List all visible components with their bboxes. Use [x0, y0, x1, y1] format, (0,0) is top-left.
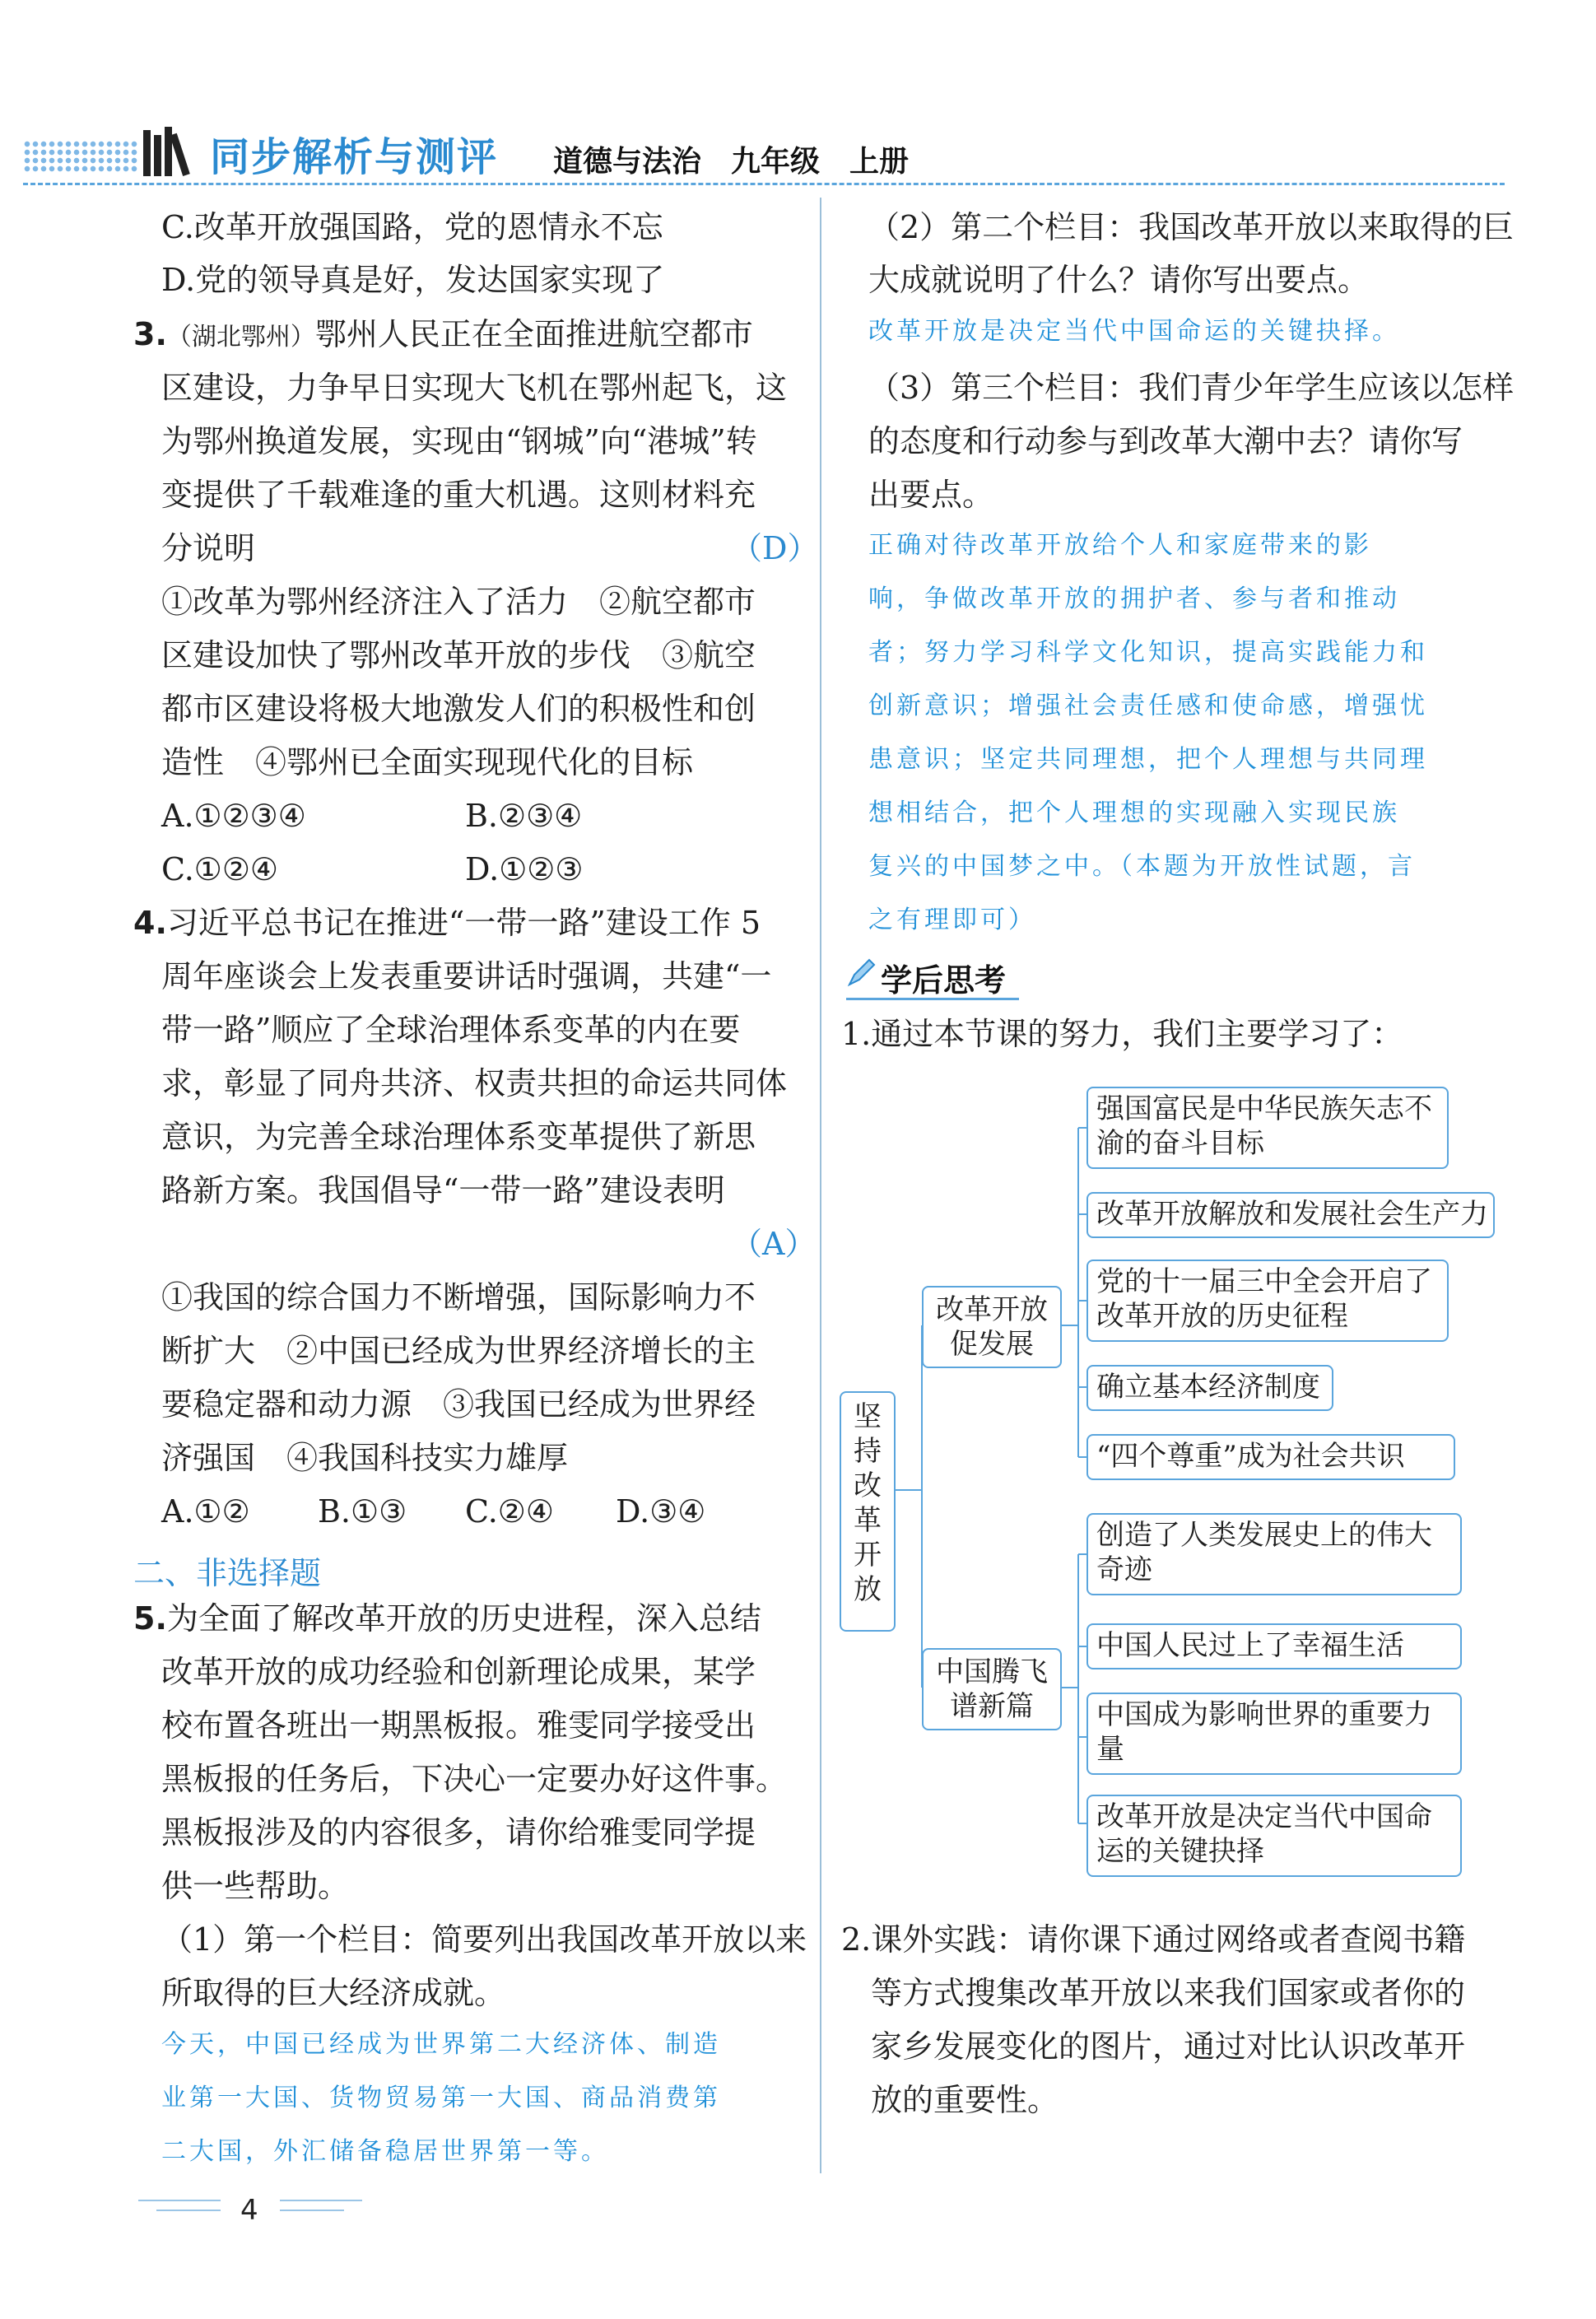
- q5-sub1-line-2: 所取得的巨大经济成就。: [161, 1975, 506, 2011]
- header-dots-decoration: [23, 140, 138, 173]
- header-brand: 同步解析与测评: [210, 134, 499, 180]
- q5-text-4: 黑板报的任务后，下决心一定要办好这件事。: [161, 1761, 788, 1797]
- q5-ans3-line-2: 响，争做改革开放的拥护者、参与者和推动: [868, 584, 1400, 613]
- q3-number: 3.: [133, 316, 167, 352]
- q5-ans3-line-3: 者；努力学习科学文化知识，提高实践能力和: [868, 638, 1428, 667]
- q5-sub2-line-2: 大成就说明了什么？请你写出要点。: [868, 262, 1370, 298]
- mindmap-leaf: 中国成为影响世界的重要力 量: [1086, 1693, 1462, 1775]
- q3-stmt-2: 区建设加快了鄂州改革开放的步伐 ③航空: [161, 637, 756, 673]
- mindmap-root: [840, 1391, 896, 1632]
- q5-text-5: 黑板报涉及的内容很多，请你给雅雯同学提: [161, 1814, 756, 1851]
- section-heading: 二、非选择题: [133, 1555, 322, 1591]
- q3-stmt-1: ①改革为鄂州经济注入了活力 ②航空都市: [161, 584, 756, 620]
- q3-text-3: 为鄂州换道发展，实现由“钢城”向“港城”转: [161, 423, 757, 459]
- mindmap-leaf: “四个尊重”成为社会共识: [1086, 1434, 1455, 1480]
- q5-text-6: 供一些帮助。: [161, 1868, 350, 1904]
- q3-answer: （D）: [731, 530, 819, 566]
- q4-text-3: 带一路”顺应了全球治理体系变革的内在要: [161, 1012, 741, 1048]
- q5-number: 5.: [133, 1600, 167, 1637]
- practice-line-4: 放的重要性。: [871, 2082, 1059, 2118]
- root-char: 持: [854, 1435, 882, 1468]
- q5-sub3-line-1: （3）第三个栏目：我们青少年学生应该以怎样: [868, 370, 1515, 406]
- q4-text-1: 习近平总书记在推进“一带一路”建设工作 5: [166, 905, 761, 941]
- q5-sub1-line-1: （1）第一个栏目：简要列出我国改革开放以来: [161, 1921, 807, 1958]
- page-number: 4: [240, 2194, 258, 2227]
- q5-ans3-line-5: 患意识；坚定共同理想，把个人理想与共同理: [868, 745, 1428, 774]
- q3-stmt-3: 都市区建设将极大地激发人们的积极性和创: [161, 691, 756, 727]
- root-char: 改: [854, 1469, 882, 1502]
- q3-source: （湖北鄂州）: [166, 323, 315, 352]
- mindmap-leaf: 中国人民过上了幸福生活: [1086, 1623, 1462, 1669]
- q3-option-b: B.②③④: [465, 798, 583, 834]
- q5-line-1: [133, 1602, 761, 1635]
- mindmap-branch-2: 中国腾飞 谱新篇: [922, 1648, 1062, 1730]
- q5-text-1: 为全面了解改革开放的历史进程，深入总结: [166, 1600, 761, 1637]
- header-subject: 道德与法治 九年级 上册: [553, 145, 910, 179]
- q3-text-1: 鄂州人民正在全面推进航空都市: [314, 316, 753, 352]
- q5-ans1-line-3: 二大国，外汇储备稳居世界第一等。: [161, 2137, 609, 2166]
- footer-rule: [280, 2200, 362, 2201]
- q5-ans3-line-1: 正确对待改革开放给个人和家庭带来的影: [868, 531, 1372, 560]
- q5-sub3-line-2: 的态度和行动参与到改革大潮中去？请你写: [868, 423, 1463, 459]
- q5-ans1-line-1: 今天，中国已经成为世界第二大经济体、制造: [161, 2030, 721, 2059]
- q4-text-4: 求，彰显了同舟共济、权责共担的命运共同体: [161, 1065, 788, 1101]
- practice-line-3: 家乡发展变化的图片，通过对比认识改革开: [871, 2028, 1466, 2065]
- q4-text-5: 意识，为完善全球治理体系变革提供了新思: [161, 1119, 756, 1155]
- footer-rule: [138, 2200, 221, 2201]
- q5-text-2: 改革开放的成功经验和创新理论成果，某学: [161, 1654, 756, 1690]
- pen-icon: [846, 957, 879, 990]
- q5-ans3-line-6: 想相结合，把个人理想的实现融入实现民族: [868, 799, 1400, 827]
- q5-ans3-line-4: 创新意识；增强社会责任感和使命感，增强忧: [868, 692, 1428, 720]
- q4-stmt-4: 济强国 ④我国科技实力雄厚: [161, 1440, 569, 1476]
- q4-option-c: C.②④: [465, 1493, 554, 1530]
- q4-option-b: B.①③: [318, 1493, 407, 1530]
- mindmap-branch-1: 改革开放 促发展: [922, 1286, 1062, 1368]
- q4-stmt-1: ①我国的综合国力不断增强，国际影响力不: [161, 1279, 756, 1315]
- q5-text-3: 校布置各班出一期黑板报。雅雯同学接受出: [161, 1707, 756, 1744]
- option-c: C.改革开放强国路，党的恩情永不忘: [161, 209, 663, 245]
- footer-rule: [280, 2210, 344, 2211]
- books-icon: [140, 123, 198, 181]
- mindmap-leaf: 改革开放是决定当代中国命 运的关键抉择: [1086, 1795, 1462, 1877]
- q3-stmt-4: 造性 ④鄂州已全面实现现代化的目标: [161, 744, 694, 780]
- q3-text-2: 区建设，力争早日实现大飞机在鄂州起飞，这: [161, 370, 788, 406]
- q3-option-c: C.①②④: [161, 851, 278, 887]
- q4-option-d: D.③④: [616, 1493, 706, 1530]
- footer-rule: [156, 2210, 221, 2211]
- mindmap-leaf: 创造了人类发展史上的伟大 奇迹: [1086, 1513, 1462, 1595]
- q3-option-d: D.①②③: [465, 851, 584, 887]
- practice-line-1: 2.课外实践：请你课下通过网络或者查阅书籍: [841, 1921, 1466, 1958]
- option-d: D.党的领导真是好，发达国家实现了: [161, 262, 665, 298]
- q5-ans2: 改革开放是决定当代中国命运的关键抉择。: [868, 317, 1400, 346]
- q4-line-1: [133, 906, 761, 939]
- mindmap-leaf: 确立基本经济制度: [1086, 1365, 1333, 1411]
- q4-answer: （A）: [731, 1226, 817, 1262]
- root-char: 革: [854, 1504, 882, 1537]
- practice-line-2: 等方式搜集改革开放以来我们国家或者你的: [871, 1975, 1466, 2011]
- root-char: 开: [854, 1539, 882, 1572]
- summary-prompt: 1.通过本节课的努力，我们主要学习了：: [841, 1016, 1403, 1052]
- q3-line-1: [133, 318, 753, 354]
- header-divider: [23, 183, 1505, 185]
- mindmap-leaf: 强国富民是中华民族矢志不 渝的奋斗目标: [1086, 1087, 1449, 1169]
- q5-sub3-line-3: 出要点。: [868, 477, 994, 513]
- mindmap-leaf: 改革开放解放和发展社会生产力: [1086, 1192, 1495, 1238]
- q3-text-5: 分说明: [161, 530, 256, 566]
- q5-sub2-line-1: （2）第二个栏目：我国改革开放以来取得的巨: [868, 209, 1515, 245]
- q5-ans3-line-7: 复兴的中国梦之中。（本题为开放性试题，言: [868, 852, 1416, 881]
- q4-number: 4.: [133, 905, 167, 941]
- q5-ans3-line-8: 之有理即可）: [868, 906, 1036, 934]
- q4-stmt-3: 要稳定器和动力源 ③我国已经成为世界经: [161, 1386, 756, 1423]
- q4-text-2: 周年座谈会上发表重要讲话时强调，共建“一: [161, 958, 772, 994]
- q4-option-a: A.①②: [161, 1493, 250, 1530]
- root-char: 放: [854, 1573, 882, 1606]
- mindmap-leaf: 党的十一届三中全会开启了 改革开放的历史征程: [1086, 1260, 1449, 1342]
- q4-text-6: 路新方案。我国倡导“一带一路”建设表明: [161, 1172, 725, 1208]
- q3-option-a: A.①②③④: [161, 798, 306, 834]
- think-heading: 学后思考: [881, 962, 1007, 999]
- q4-stmt-2: 断扩大 ②中国已经成为世界经济增长的主: [161, 1333, 756, 1369]
- think-underline: [846, 998, 1019, 1000]
- q3-text-4: 变提供了千载难逢的重大机遇。这则材料充: [161, 477, 756, 513]
- root-char: 坚: [854, 1400, 882, 1433]
- column-divider: [820, 198, 821, 2173]
- q5-ans1-line-2: 业第一大国、货物贸易第一大国、商品消费第: [161, 2084, 721, 2112]
